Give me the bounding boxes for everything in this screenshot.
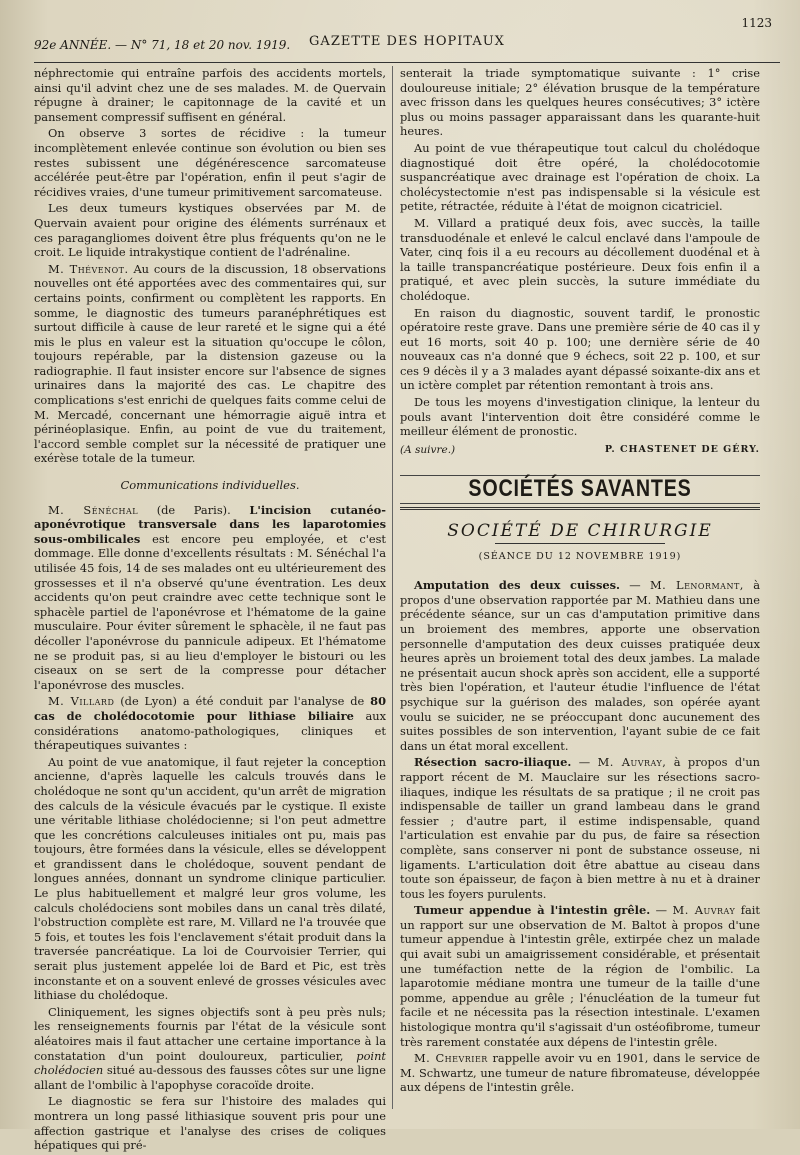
paragraph-text: rappelle avoir vu en 1901, dans le service de M. Schwartz, une tumeur de nature fibromateuse, développée aux dépens de l'intestin grêle.	[400, 1051, 760, 1095]
author-name: M. Lenormant,	[649, 578, 744, 593]
author-name: M. Chevrier	[414, 1051, 488, 1066]
paragraph: Au point de vue anatomique, il faut rejeter la conception ancienne, d'après laquelle les calculs trouvés dans le cholédoque ne sont qu'un accident, qu'un arrêt de migration des calculs de la vésicule évacués par le cystique. Il existe une véritable lithiase cholédocienne; si l'on peut admettre que les concrétions calculeuses initiales ont pu, mais pas toujours, être formées dans la vésicule, elles se développent et grandissent dans le cholédoque, souvent pendant de longues années, donnant un syndrome clinique particulier. Le plus habituellement et malgré leur gros volume, les calculs cholédociens sont mobiles dans un canal très dilaté, l'obstruction complète est rare, M. Villard ne l'a trouvée que 5 fois, et toutes les fois l'enclavement s'était produit dans la traversée pancréatique. La loi de Courvoisier Terrier, qui serait plus justement appelée loi de Bard et Pic, est très inconstante et on a souvent enlevé de grosses vésicules avec lithiase du cholédoque.	[34, 754, 386, 1003]
header-rule	[34, 62, 780, 63]
paragraph: On observe 3 sortes de récidive : la tumeur incomplètement enlevée continue son évolution ou bien ses restes subissent une dégénérescence sarcomateuse accélérée peut-être par l'opération, enfin il peut s'agir de récidives vraies, d'une tumeur primitivement sarcomateuse.	[34, 126, 386, 199]
author-signature: P. CHASTENET DE GÉRY.	[604, 443, 760, 455]
paragraph-text: aux considérations anatomo-pathologiques, cliniques et thérapeutiques suivantes :	[34, 708, 386, 753]
paragraph	[34, 1005, 386, 1093]
paragraph-text: à propos d'une observation rapportée par M. Mathieu dans une précédente séance, sur un cas d'amputation primitive dans un broiement des membres, apporte une observation personnelle d'amputation des deux cuisses pratiquée deux heures après un broiement total des deux jambes. La malade ne présentait aucun shock après son accident, elle a supporté très bien l'opération, et l'auteur étudie l'influence de l'état psychique sur la guérison des malades, son opérée ayant voulu se suicider, ne se préoccupant donc aucunement des suites possibles de son intervention, l'ayant subie de ce fait dans un état moral excellent.	[400, 578, 760, 753]
author-name: M. Thévenot.	[48, 261, 129, 276]
section-header	[400, 475, 760, 510]
emphasis: point cholédocien	[34, 1048, 386, 1078]
paragraph-text: Cliniquement, les signes objectifs sont à peu près nuls; les renseignements fournis par l'état de la vésicule sont aléatoires mais il faut attacher une certaine importance à la constatation d'un point douloureux, particulier,	[34, 1004, 386, 1063]
page-header	[34, 10, 780, 58]
paragraph: Amputation des deux cuisses. — M. Lenormant, à propos d'une observation rapportée par M. Mathieu dans une précédente séance, sur un cas d'amputation primitive dans un broiement des membres, apporte une observation personnelle d'amputation des deux cuisses pratiquée deux heures après un broiement total des deux jambes. La malade ne présentait aucun shock après son accident, elle a supporté très bien l'opération, et l'auteur étudie l'influence de l'état psychique sur la guérison des malades, son opérée ayant voulu se suicider, ne se préoccupant donc aucunement des suites possibles de son intervention, l'ayant subie de ce fait dans un état moral excellent.	[400, 578, 760, 753]
paragraph-text: fait un rapport sur une observation de M. Baltot à propos d'une tumeur appendue à l'intestin grêle, extirpée chez un malade qui avait subi un amaigrissement considérable, et présentait une tuméfaction nette de la région de l'ombilic. La laparotomie médiane montra une tumeur de la taille d'une pomme, appendue au grêle ; l'énucléation de la tumeur fut facile et ne nécessita pas la résection intestinale. L'examen histologique montra qu'il s'agissait d'un ostéofibrome, tumeur très rarement constatée aux dépens de l'intestin grêle.	[400, 903, 760, 1049]
paragraph-text: est encore peu employée, et c'est dommage. Elle donne d'excellents résultats : M. Sénéchal l'a utilisée 45 fois, 14 de ses malades ont eu ultérieurement des grossesses et il n'a observé qu'une éventration. Les deux accidents qu'on peut craindre avec cette technique sont le sphacèle partiel de l'aponévrose et l'hématome de la gaine musculaire. Pour éviter sûrement le sphacèle, il ne faut pas décoller l'aponévrose du pannicule adipeux. Et l'hématome ne se produit pas, si au lieu d'employer le bistouri ou les ciseaux on se sert de la compresse pour détacher l'aponévrose des muscles.	[34, 531, 386, 692]
paragraph: De tous les moyens d'investigation clinique, la lenteur du pouls avant l'intervention doit être considéré comme le meilleur élément de pronostic.	[400, 395, 760, 439]
column-divider	[392, 66, 393, 1109]
paragraph: Le diagnostic se fera sur l'histoire des malades qui montrera un long passé lithiasique souvent pris pour une affection gastrique et l'analyse des crises de coliques hépatiques qui pré-	[34, 1094, 386, 1153]
issue-info: 92e ANNÉE. — N° 71, 18 et 20 nov. 1919.	[34, 38, 291, 52]
author-city: (de Paris).	[138, 502, 250, 517]
author-city: (de Lyon) a été conduit par l'analyse de	[114, 694, 371, 709]
paragraph: En raison du diagnostic, souvent tardif, le pronostic opératoire reste grave. Dans une première série de 40 cas il y eut 16 morts, soit 40 p. 100; une dernière série de 40 nouveaux cas n'a donné que 9 échecs, soit 22 p. 100, et sur ces 9 décès il y a 3 malades ayant dépassé soixante-dix ans et un ictère complet par rétention remontant à trois ans.	[400, 305, 760, 393]
signature-line	[400, 443, 760, 458]
society-rule	[495, 543, 665, 544]
paragraph: senterait la triade symptomatique suivante : 1° crise douloureuse initiale; 2° élévation brusque de la température avec frisson dans les quelques heures consécutives; 3° ictère plus ou moins passager apparaissant dans les quarante-huit heures.	[400, 66, 760, 139]
article-title: L'incision cutanéo-aponévrotique transversale dans les laparotomies sous-ombilicales	[34, 502, 387, 546]
paragraph: Tumeur appendue à l'intestin grêle. — M. Auvray fait un rapport sur une observation de M. Baltot à propos d'une tumeur appendue à l'intestin grêle, extirpée chez un malade qui avait subi un amaigrissement considérable, et présentait une tuméfaction nette de la région de l'ombilic. La laparotomie médiane montra une tumeur de la taille d'une pomme, appendue au grêle ; l'énucléation de la tumeur fut facile et ne nécessita pas la résection intestinale. L'examen histologique montra qu'il s'agissait d'un ostéofibrome, tumeur très rarement constatée aux dépens de l'intestin grêle.	[400, 903, 760, 1049]
paragraph-text: situé au-dessous des fausses côtes sur une ligne allant de l'ombilic à l'apophyse coracoïde droite.	[34, 1063, 386, 1092]
journal-title: GAZETTE DES HOPITAUX	[309, 34, 505, 49]
paragraph: M. Villard a pratiqué deux fois, avec succès, la taille transduodénale et enlevé le calcul enclavé dans l'ampoule de Vater, cinq fois il a eu recours au décollement duodénal et à la taille transpancréatique postérieure. Deux fois enfin il a pratiqué, et avec plein succès, la suture immédiate du cholédoque.	[400, 215, 760, 303]
section-subheading: Communications individuelles.	[120, 478, 300, 493]
author-name: M. Sénéchal	[48, 502, 139, 517]
paragraph	[34, 262, 386, 466]
page-number: 1123	[741, 16, 772, 30]
section-title: SOCIÉTÉS SAVANTES	[468, 475, 692, 503]
article-title: Tumeur appendue à l'intestin grêle.	[414, 903, 651, 918]
paragraph	[34, 503, 386, 693]
left-column	[34, 66, 386, 1155]
paragraph: Au point de vue thérapeutique tout calcul du cholédoque diagnostiqué doit être opéré, la cholédocotomie suspancréatique avec drainage est l'opération de choix. La cholécystectomie n'est pas indispensable si la vésicule est petite, rétractée, réduite à l'état de moignon cicatriciel.	[400, 140, 760, 214]
author-name: M. Auvray,	[597, 755, 667, 770]
paragraph-text: Au cours de la discussion, 18 observations nouvelles ont été apportées avec des commentaires qui, sur certains points, confirment ou complètent les rapports. En somme, le diagnostic des tumeurs paranéphrétiques est surtout difficile à cause de leur rareté et le signe qui a été mis le plus en valeur est la situation qu'occupe le côlon, toujours repérable, par la distension gazeuse ou la radiographie. Il faut insister encore sur l'absence de signes urinaires dans la majorité des cas. Le chapitre des complications s'est enrichi de quelques faits comme celui de M. Mercadé, concernant une hémorragie aiguë intra et périnéoplasique. Enfin, au point de vue du traitement, l'accord semble complet sur la nécessité de pratiquer une exérèse totale de la tumeur.	[34, 261, 386, 466]
article-title: Résection sacro-iliaque.	[414, 755, 572, 770]
paragraph	[400, 1051, 760, 1095]
author-name: M. Villard	[48, 694, 115, 709]
section-rule-double	[400, 507, 760, 510]
right-column	[400, 66, 760, 1097]
paragraph: Résection sacro-iliaque. — M. Auvray, à propos d'un rapport récent de M. Mauclaire sur les résections sacro-iliaques, indique les résultats de sa pratique ; il ne croit pas indispensable de tailler un grand lambeau dans le grand fessier ; d'autre part, il estime indispensable, quand l'articulation est envahie par du pus, de faire sa résection complète, sans conserver ni pont de substance osseuse, ni ligaments. L'articulation doit être abattue au ciseau dans toute son épaisseur, de façon à bien mettre à nu et à drainer tous les foyers purulents.	[400, 755, 760, 901]
paragraph-text: à propos d'un rapport récent de M. Mauclaire sur les résections sacro-iliaques, indique les résultats de sa pratique ; il ne croit pas indispensable de tailler un grand lambeau dans le grand fessier ; d'autre part, il estime indispensable, quand l'articulation est envahie par du pus, de faire sa résection complète, sans conserver ni pont de substance osseuse, ni ligaments. L'articulation doit être abattue au ciseau dans toute son épaisseur, de façon à bien mettre à nu et à drainer tous les foyers purulents.	[400, 755, 760, 901]
author-name: M. Auvray	[672, 903, 736, 918]
session-date: (SÉANCE DU 12 NOVEMBRE 1919)	[478, 550, 682, 562]
to-be-continued: (A suivre.)	[400, 443, 456, 456]
paragraph: néphrectomie qui entraîne parfois des accidents mortels, ainsi qu'il advint chez une de ses malades. M. de Quervain répugne à drainer; le capitonnage de la cavité et un pansement compressif suffisent en général.	[34, 66, 386, 124]
section-rule-bottom	[400, 503, 760, 504]
article-title: 80 cas de cholédocotomie pour lithiase biliaire	[34, 694, 386, 723]
paragraph: Les deux tumeurs kystiques observées par M. de Quervain avaient pour origine des éléments surrénaux et ces paragangliomes doivent être plus fréquents qu'on ne le croit. Le liquide intrakystique contient de l'adrénaline.	[34, 201, 386, 260]
society-name: SOCIÉTÉ DE CHIRURGIE	[447, 521, 713, 542]
article-title: Amputation des deux cuisses.	[414, 578, 621, 593]
paragraph	[34, 694, 386, 752]
